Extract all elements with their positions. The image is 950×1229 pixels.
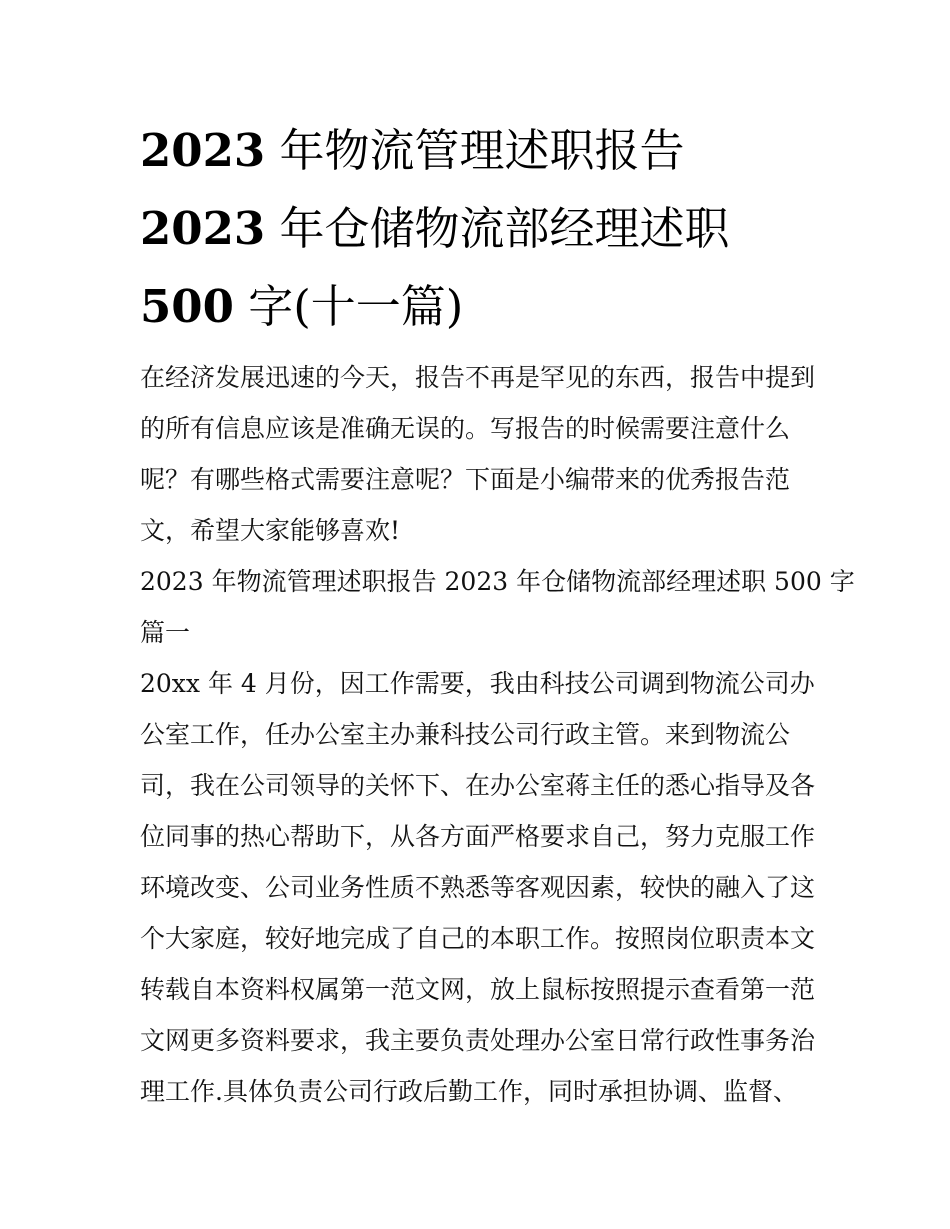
- document-body: [140, 352, 855, 1117]
- title-line-2: [140, 190, 820, 268]
- section-heading: 2023 年物流管理述职报告 2023 年仓储物流部经理述职 500 字: [140, 567, 855, 596]
- body-line: 司，我在公司领导的关怀下、在办公室蒋主任的悉心指导及各: [140, 771, 816, 800]
- body-line: 文，希望大家能够喜欢!: [140, 516, 401, 545]
- body-line: 环境改变、公司业务性质不熟悉等客观因素，较快的融入了这: [140, 873, 816, 902]
- title-line-2-number: 2023: [140, 202, 266, 255]
- title-line-1-number: 2023: [140, 124, 266, 177]
- title-line-3-number: 500: [140, 280, 234, 333]
- body-line: 公室工作，任办公室主办兼科技公司行政主管。来到物流公: [140, 720, 791, 749]
- title-line-1: [140, 112, 820, 190]
- title-line-1-text: 年物流管理述职报告: [265, 124, 685, 177]
- title-line-3: [140, 268, 820, 346]
- body-line: 20xx 年 4 月份，因工作需要，我由科技公司调到物流公司办: [140, 669, 815, 698]
- body-line: 理工作.具体负责公司行政后勤工作，同时承担协调、监督、: [140, 1077, 798, 1106]
- title-line-3-text: 字(十一篇): [233, 280, 464, 333]
- body-line: 转载自本资料权属第一范文网，放上鼠标按照提示查看第一范: [140, 975, 816, 1004]
- body-line: 个大家庭，较好地完成了自己的本职工作。按照岗位职责本文: [140, 924, 816, 953]
- body-line: 位同事的热心帮助下，从各方面严格要求自己，努力克服工作: [140, 822, 816, 851]
- body-line: 的所有信息应该是准确无误的。写报告的时候需要注意什么: [140, 414, 791, 443]
- document-title: [140, 112, 820, 346]
- body-line: 文网更多资料要求，我主要负责处理办公室日常行政性事务治: [140, 1026, 816, 1055]
- section-heading-number: 篇一: [140, 618, 191, 647]
- title-line-2-text: 年仓储物流部经理述职: [265, 202, 730, 255]
- body-line: 呢？有哪些格式需要注意呢？下面是小编带来的优秀报告范: [140, 465, 791, 494]
- body-line: 在经济发展迅速的今天，报告不再是罕见的东西，报告中提到: [140, 363, 816, 392]
